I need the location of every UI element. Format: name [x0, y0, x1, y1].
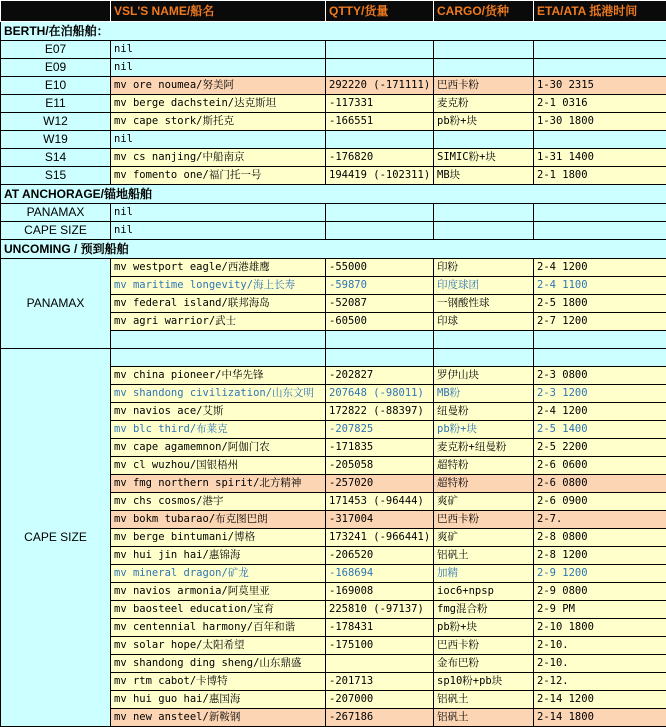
vessel-cell: mv cape stork/斯托克 [111, 113, 326, 131]
vessel-cell: nil [111, 131, 326, 149]
qtty-cell: 207648 (-98011) [326, 385, 434, 403]
berth-row [1, 149, 666, 167]
cargo-cell: 铝矾土 [434, 691, 534, 709]
eta-cell: 2-10 1800 [534, 619, 666, 637]
qtty-cell: -59870 [326, 277, 434, 295]
cargo-cell: 巴西卡粉 [434, 637, 534, 655]
eta-cell: 2-9 0800 [534, 583, 666, 601]
section-anchorage-row [1, 185, 666, 204]
vessel-cell: mv fmg northern spirit/北方精神 [111, 475, 326, 493]
berth-row [1, 95, 666, 113]
header-berth-cell [1, 1, 111, 22]
eta-cell: 2-6 0600 [534, 457, 666, 475]
vessel-cell: mv baosteel education/宝育 [111, 601, 326, 619]
qtty-cell: -175100 [326, 637, 434, 655]
anchorage-label: PANAMAX [1, 204, 111, 222]
eta-cell [534, 41, 666, 59]
vessel-cell: mv rtm cabot/卡博特 [111, 673, 326, 691]
berth-row [1, 113, 666, 131]
group-cape-label: CAPE SIZE [1, 349, 111, 727]
eta-cell [534, 222, 666, 240]
vessel-cell: mv navios armonia/阿莫里亚 [111, 583, 326, 601]
qtty-cell: 194419 (-102311) [326, 167, 434, 185]
cargo-cell [434, 59, 534, 77]
eta-cell: 2-3 1200 [534, 385, 666, 403]
qtty-cell: -207825 [326, 421, 434, 439]
header-eta: ETA/ATA 抵港时间 [534, 1, 666, 22]
qtty-cell: -171835 [326, 439, 434, 457]
eta-cell: 1-31 1400 [534, 149, 666, 167]
qtty-cell [326, 204, 434, 222]
eta-cell: 2-1 1800 [534, 167, 666, 185]
berth-row [1, 41, 666, 59]
eta-cell [534, 59, 666, 77]
section-upcoming-title: UNCOMING / 预到船舶 [1, 240, 666, 259]
vessel-cell: mv new ansteel/新鞍钢 [111, 709, 326, 727]
berth-label: E10 [1, 77, 111, 95]
berth-label: S15 [1, 167, 111, 185]
eta-cell: 2-7. [534, 511, 666, 529]
eta-cell: 2-14 1200 [534, 691, 666, 709]
vessel-cell: mv cs nanjing/中船南京 [111, 149, 326, 167]
eta-cell [534, 204, 666, 222]
qtty-cell: -267186 [326, 709, 434, 727]
upcoming-row [1, 349, 666, 367]
qtty-cell [326, 655, 434, 673]
header-row [1, 1, 666, 22]
cargo-cell [434, 331, 534, 349]
berth-label: E07 [1, 41, 111, 59]
cargo-cell: 纽曼粉 [434, 403, 534, 421]
cargo-cell [434, 131, 534, 149]
qtty-cell: -317004 [326, 511, 434, 529]
vessel-cell: mv hui guo hai/惠国海 [111, 691, 326, 709]
qtty-cell: -202827 [326, 367, 434, 385]
qtty-cell: -176820 [326, 149, 434, 167]
qtty-cell: -201713 [326, 673, 434, 691]
eta-cell: 2-5 1400 [534, 421, 666, 439]
eta-cell: 2-3 0800 [534, 367, 666, 385]
eta-cell: 2-1 0316 [534, 95, 666, 113]
cargo-cell: 印度球团 [434, 277, 534, 295]
qtty-cell [326, 59, 434, 77]
qtty-cell: 173241 (-966441) [326, 529, 434, 547]
cargo-cell: MB块 [434, 167, 534, 185]
cargo-cell: 铝矾土 [434, 547, 534, 565]
vessel-cell: nil [111, 59, 326, 77]
vessel-cell: mv maritime longevity/海上长寿 [111, 277, 326, 295]
section-berth-row [1, 22, 666, 41]
eta-cell: 2-4 1100 [534, 277, 666, 295]
eta-cell: 2-5 1800 [534, 295, 666, 313]
vessel-cell: mv westport eagle/西港雄鹰 [111, 259, 326, 277]
cargo-cell: 铝矾土 [434, 709, 534, 727]
berth-row [1, 131, 666, 149]
qtty-cell [326, 131, 434, 149]
qtty-cell: 225810 (-97137) [326, 601, 434, 619]
vessel-cell: mv navios ace/艾斯 [111, 403, 326, 421]
vessel-cell: mv china pioneer/中华先锋 [111, 367, 326, 385]
vessel-cell: mv mineral dragon/矿龙 [111, 565, 326, 583]
cargo-cell [434, 41, 534, 59]
cargo-cell [434, 349, 534, 367]
cargo-cell: 一钢酸性球 [434, 295, 534, 313]
cargo-cell: 罗伊山块 [434, 367, 534, 385]
qtty-cell: -257020 [326, 475, 434, 493]
berth-row [1, 59, 666, 77]
eta-cell: 2-5 2200 [534, 439, 666, 457]
qtty-cell: -206520 [326, 547, 434, 565]
cargo-cell: 金布巴粉 [434, 655, 534, 673]
section-anchorage-title: AT ANCHORAGE/锚地船舶 [1, 185, 666, 204]
vessel-cell: mv agri warrior/武士 [111, 313, 326, 331]
anchorage-row [1, 222, 666, 240]
eta-cell: 1-30 2315 [534, 77, 666, 95]
qtty-cell: 172822 (-88397) [326, 403, 434, 421]
vessel-cell: mv cl wuzhou/国银梧州 [111, 457, 326, 475]
qtty-cell [326, 331, 434, 349]
cargo-cell: 巴西卡粉 [434, 77, 534, 95]
qtty-cell: 292220 (-171111) [326, 77, 434, 95]
cargo-cell: MB粉 [434, 385, 534, 403]
qtty-cell: -55000 [326, 259, 434, 277]
berth-row [1, 167, 666, 185]
cargo-cell: pb粉+块 [434, 619, 534, 637]
cargo-cell [434, 204, 534, 222]
eta-cell: 2-9 1200 [534, 565, 666, 583]
vessel-cell: mv berge dachstein/达克斯坦 [111, 95, 326, 113]
upcoming-row [1, 259, 666, 277]
cargo-cell: 麦克粉 [434, 95, 534, 113]
eta-cell: 2-12. [534, 673, 666, 691]
vessel-cell: mv blc third/布莱克 [111, 421, 326, 439]
cargo-cell: SIMIC粉+块 [434, 149, 534, 167]
eta-cell: 2-8 0800 [534, 529, 666, 547]
cargo-cell: 超特粉 [434, 457, 534, 475]
berth-row [1, 77, 666, 95]
eta-cell: 2-4 1200 [534, 403, 666, 421]
cargo-cell: sp10粉+pb块 [434, 673, 534, 691]
vessel-cell: mv chs cosmos/港宇 [111, 493, 326, 511]
berth-label: E11 [1, 95, 111, 113]
eta-cell: 2-14 1800 [534, 709, 666, 727]
qtty-cell: 171453 (-96444) [326, 493, 434, 511]
berth-label: W12 [1, 113, 111, 131]
anchorage-label: CAPE SIZE [1, 222, 111, 240]
eta-cell: 2-8 1200 [534, 547, 666, 565]
cargo-cell: pb粉+块 [434, 113, 534, 131]
vessel-cell: nil [111, 222, 326, 240]
eta-cell: 2-9 PM [534, 601, 666, 619]
vessel-cell: mv federal island/联邦海岛 [111, 295, 326, 313]
qtty-cell [326, 349, 434, 367]
cargo-cell: 麦克粉+纽曼粉 [434, 439, 534, 457]
vessel-cell: nil [111, 204, 326, 222]
berth-label: W19 [1, 131, 111, 149]
vessel-cell: mv cape agamemnon/阿伽门农 [111, 439, 326, 457]
group-panamax-label: PANAMAX [1, 259, 111, 349]
header-vessel: VSL'S NAME/船名 [111, 1, 326, 22]
qtty-cell: -169008 [326, 583, 434, 601]
vessel-cell: mv solar hope/太阳希望 [111, 637, 326, 655]
eta-cell: 2-4 1200 [534, 259, 666, 277]
berth-label: E09 [1, 59, 111, 77]
vessel-cell: mv ore noumea/努美阿 [111, 77, 326, 95]
qtty-cell [326, 222, 434, 240]
vessel-cell: nil [111, 41, 326, 59]
cargo-cell: 印球 [434, 313, 534, 331]
vessel-cell: mv shandong civilization/山东文明 [111, 385, 326, 403]
section-berth-title: BERTH/在泊船舶： [1, 22, 666, 41]
vessel-cell [111, 349, 326, 367]
cargo-cell [434, 222, 534, 240]
cargo-cell: 爽矿 [434, 493, 534, 511]
vessel-cell: mv berge bintumani/博格 [111, 529, 326, 547]
vessel-cell: mv centennial harmony/百年和谐 [111, 619, 326, 637]
cargo-cell: 印粉 [434, 259, 534, 277]
eta-cell: 2-6 0800 [534, 475, 666, 493]
cargo-cell: pb粉+块 [434, 421, 534, 439]
eta-cell [534, 349, 666, 367]
qtty-cell: -207000 [326, 691, 434, 709]
vessel-cell: mv hui jin hai/惠锦海 [111, 547, 326, 565]
qtty-cell: -60500 [326, 313, 434, 331]
cargo-cell: ioc6+npsp [434, 583, 534, 601]
vessel-cell: mv bokm tubarao/布克图巴朗 [111, 511, 326, 529]
vessel-cell: mv shandong ding sheng/山东鼎盛 [111, 655, 326, 673]
anchorage-row [1, 204, 666, 222]
eta-cell: 2-6 0900 [534, 493, 666, 511]
qtty-cell: -52087 [326, 295, 434, 313]
cargo-cell: 巴西卡粉 [434, 511, 534, 529]
eta-cell: 2-7 1200 [534, 313, 666, 331]
eta-cell [534, 331, 666, 349]
qtty-cell: -178431 [326, 619, 434, 637]
qtty-cell: -168694 [326, 565, 434, 583]
vessel-cell: mv fomento one/福门托一号 [111, 167, 326, 185]
cargo-cell: 加精 [434, 565, 534, 583]
cargo-cell: 爽矿 [434, 529, 534, 547]
eta-cell: 1-30 1800 [534, 113, 666, 131]
section-upcoming-row [1, 240, 666, 259]
header-qtty: QTTY/货量 [326, 1, 434, 22]
eta-cell: 2-10. [534, 637, 666, 655]
qtty-cell: -117331 [326, 95, 434, 113]
cargo-cell: 超特粉 [434, 475, 534, 493]
eta-cell: 2-10. [534, 655, 666, 673]
berth-label: S14 [1, 149, 111, 167]
eta-cell [534, 131, 666, 149]
qtty-cell [326, 41, 434, 59]
vessel-cell [111, 331, 326, 349]
cargo-cell: fmg混合粉 [434, 601, 534, 619]
qtty-cell: -205058 [326, 457, 434, 475]
qtty-cell: -166551 [326, 113, 434, 131]
header-cargo: CARGO/货种 [434, 1, 534, 22]
